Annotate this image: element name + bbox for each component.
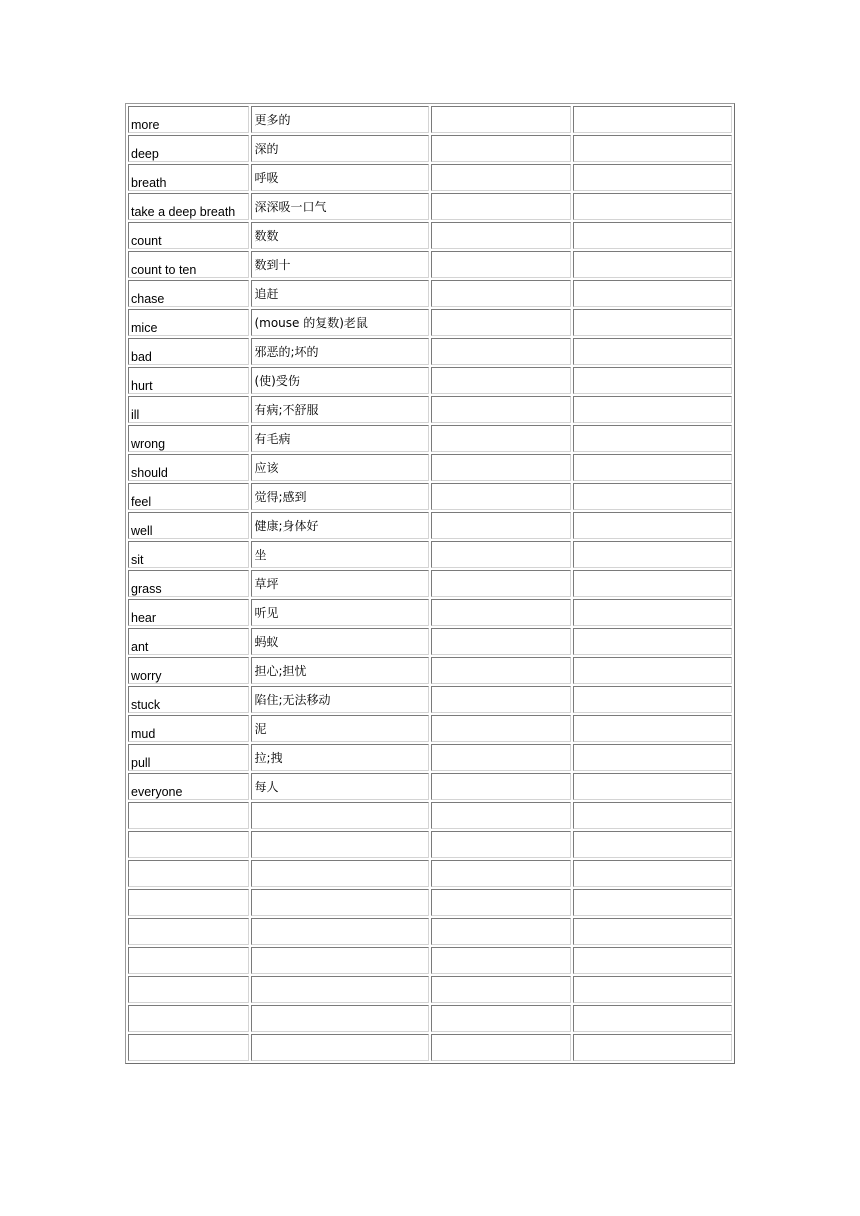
table-row [128, 251, 732, 278]
english-word-cell [128, 831, 249, 858]
blank-cell [431, 686, 571, 713]
english-word-cell: ant [128, 628, 249, 655]
blank-cell [431, 396, 571, 423]
table-row [128, 889, 732, 916]
chinese-meaning-cell: 数到十 [251, 251, 429, 278]
table-row [128, 744, 732, 771]
chinese-meaning-cell: 有病;不舒服 [251, 396, 429, 423]
blank-cell [573, 860, 732, 887]
table-row [128, 802, 732, 829]
blank-cell [573, 164, 732, 191]
blank-cell [431, 918, 571, 945]
english-word-cell: bad [128, 338, 249, 365]
blank-cell [431, 483, 571, 510]
blank-cell [431, 860, 571, 887]
chinese-meaning-cell: 蚂蚁 [251, 628, 429, 655]
chinese-meaning-cell: 草坪 [251, 570, 429, 597]
blank-cell [431, 773, 571, 800]
blank-cell [573, 135, 732, 162]
english-word-cell: wrong [128, 425, 249, 452]
table-row [128, 918, 732, 945]
blank-cell [573, 454, 732, 481]
vocabulary-table [125, 103, 735, 1064]
chinese-meaning-cell: 更多的 [251, 106, 429, 133]
table-row [128, 831, 732, 858]
blank-cell [431, 309, 571, 336]
chinese-meaning-cell: 邪恶的;坏的 [251, 338, 429, 365]
english-word-cell: grass [128, 570, 249, 597]
blank-cell [573, 744, 732, 771]
blank-cell [573, 483, 732, 510]
chinese-meaning-cell [251, 1034, 429, 1061]
blank-cell [573, 338, 732, 365]
chinese-meaning-cell: 追赶 [251, 280, 429, 307]
chinese-meaning-cell: 陷住;无法移动 [251, 686, 429, 713]
table-row [128, 280, 732, 307]
blank-cell [431, 715, 571, 742]
chinese-meaning-cell [251, 831, 429, 858]
chinese-meaning-cell: 应该 [251, 454, 429, 481]
english-word-cell: breath [128, 164, 249, 191]
english-word-cell [128, 802, 249, 829]
blank-cell [431, 947, 571, 974]
english-word-cell: hear [128, 599, 249, 626]
english-word-cell: count to ten [128, 251, 249, 278]
blank-cell [431, 193, 571, 220]
english-word-cell: take a deep breath [128, 193, 249, 220]
english-word-cell: more [128, 106, 249, 133]
blank-cell [431, 1034, 571, 1061]
blank-cell [573, 280, 732, 307]
table-row [128, 483, 732, 510]
blank-cell [431, 164, 571, 191]
chinese-meaning-cell [251, 889, 429, 916]
chinese-meaning-cell [251, 860, 429, 887]
english-word-cell: hurt [128, 367, 249, 394]
english-word-cell: count [128, 222, 249, 249]
blank-cell [573, 686, 732, 713]
table-row [128, 164, 732, 191]
chinese-meaning-cell: (mouse 的复数)老鼠 [251, 309, 429, 336]
table-row [128, 135, 732, 162]
english-word-cell: chase [128, 280, 249, 307]
english-word-cell [128, 889, 249, 916]
table-row [128, 222, 732, 249]
blank-cell [431, 251, 571, 278]
blank-cell [431, 106, 571, 133]
table-row [128, 686, 732, 713]
english-word-cell: stuck [128, 686, 249, 713]
english-word-cell: well [128, 512, 249, 539]
blank-cell [431, 541, 571, 568]
table-row [128, 947, 732, 974]
table-row [128, 976, 732, 1003]
blank-cell [573, 396, 732, 423]
blank-cell [431, 889, 571, 916]
blank-cell [573, 1034, 732, 1061]
blank-cell [573, 512, 732, 539]
blank-cell [573, 628, 732, 655]
chinese-meaning-cell [251, 976, 429, 1003]
table-row [128, 309, 732, 336]
table-row [128, 425, 732, 452]
chinese-meaning-cell: 每人 [251, 773, 429, 800]
blank-cell [431, 222, 571, 249]
table-row [128, 773, 732, 800]
table-row [128, 657, 732, 684]
table-row [128, 396, 732, 423]
blank-cell [431, 338, 571, 365]
english-word-cell [128, 918, 249, 945]
blank-cell [573, 425, 732, 452]
table-row [128, 1005, 732, 1032]
english-word-cell [128, 976, 249, 1003]
chinese-meaning-cell: 有毛病 [251, 425, 429, 452]
blank-cell [431, 802, 571, 829]
vocabulary-table-body [128, 106, 732, 1061]
blank-cell [431, 976, 571, 1003]
blank-cell [573, 976, 732, 1003]
blank-cell [573, 106, 732, 133]
chinese-meaning-cell: 深的 [251, 135, 429, 162]
table-row [128, 454, 732, 481]
blank-cell [573, 193, 732, 220]
table-row [128, 860, 732, 887]
blank-cell [431, 512, 571, 539]
blank-cell [573, 918, 732, 945]
table-row [128, 570, 732, 597]
blank-cell [431, 135, 571, 162]
english-word-cell: sit [128, 541, 249, 568]
chinese-meaning-cell: 呼吸 [251, 164, 429, 191]
blank-cell [431, 1005, 571, 1032]
blank-cell [573, 657, 732, 684]
chinese-meaning-cell [251, 947, 429, 974]
blank-cell [431, 628, 571, 655]
table-row [128, 599, 732, 626]
blank-cell [431, 570, 571, 597]
english-word-cell [128, 1005, 249, 1032]
blank-cell [573, 1005, 732, 1032]
blank-cell [573, 367, 732, 394]
chinese-meaning-cell: 数数 [251, 222, 429, 249]
chinese-meaning-cell: 担心;担忧 [251, 657, 429, 684]
table-row [128, 715, 732, 742]
english-word-cell: pull [128, 744, 249, 771]
blank-cell [431, 831, 571, 858]
chinese-meaning-cell: (使)受伤 [251, 367, 429, 394]
blank-cell [573, 802, 732, 829]
english-word-cell: should [128, 454, 249, 481]
chinese-meaning-cell [251, 918, 429, 945]
blank-cell [573, 222, 732, 249]
english-word-cell [128, 1034, 249, 1061]
english-word-cell: mud [128, 715, 249, 742]
blank-cell [573, 309, 732, 336]
english-word-cell: ill [128, 396, 249, 423]
english-word-cell: deep [128, 135, 249, 162]
chinese-meaning-cell: 觉得;感到 [251, 483, 429, 510]
table-row [128, 541, 732, 568]
chinese-meaning-cell: 深深吸一口气 [251, 193, 429, 220]
chinese-meaning-cell: 听见 [251, 599, 429, 626]
chinese-meaning-cell: 健康;身体好 [251, 512, 429, 539]
blank-cell [573, 831, 732, 858]
blank-cell [573, 715, 732, 742]
english-word-cell [128, 860, 249, 887]
table-row [128, 338, 732, 365]
english-word-cell: worry [128, 657, 249, 684]
table-row [128, 1034, 732, 1061]
blank-cell [431, 657, 571, 684]
table-row [128, 106, 732, 133]
blank-cell [431, 367, 571, 394]
table-row [128, 193, 732, 220]
blank-cell [431, 454, 571, 481]
english-word-cell: everyone [128, 773, 249, 800]
table-row [128, 628, 732, 655]
english-word-cell [128, 947, 249, 974]
blank-cell [573, 570, 732, 597]
chinese-meaning-cell: 坐 [251, 541, 429, 568]
chinese-meaning-cell: 泥 [251, 715, 429, 742]
blank-cell [431, 425, 571, 452]
blank-cell [573, 251, 732, 278]
blank-cell [431, 744, 571, 771]
chinese-meaning-cell: 拉;拽 [251, 744, 429, 771]
blank-cell [573, 599, 732, 626]
blank-cell [573, 889, 732, 916]
english-word-cell: mice [128, 309, 249, 336]
table-row [128, 367, 732, 394]
blank-cell [573, 947, 732, 974]
blank-cell [431, 599, 571, 626]
blank-cell [431, 280, 571, 307]
blank-cell [573, 541, 732, 568]
table-row [128, 512, 732, 539]
chinese-meaning-cell [251, 1005, 429, 1032]
blank-cell [573, 773, 732, 800]
chinese-meaning-cell [251, 802, 429, 829]
english-word-cell: feel [128, 483, 249, 510]
